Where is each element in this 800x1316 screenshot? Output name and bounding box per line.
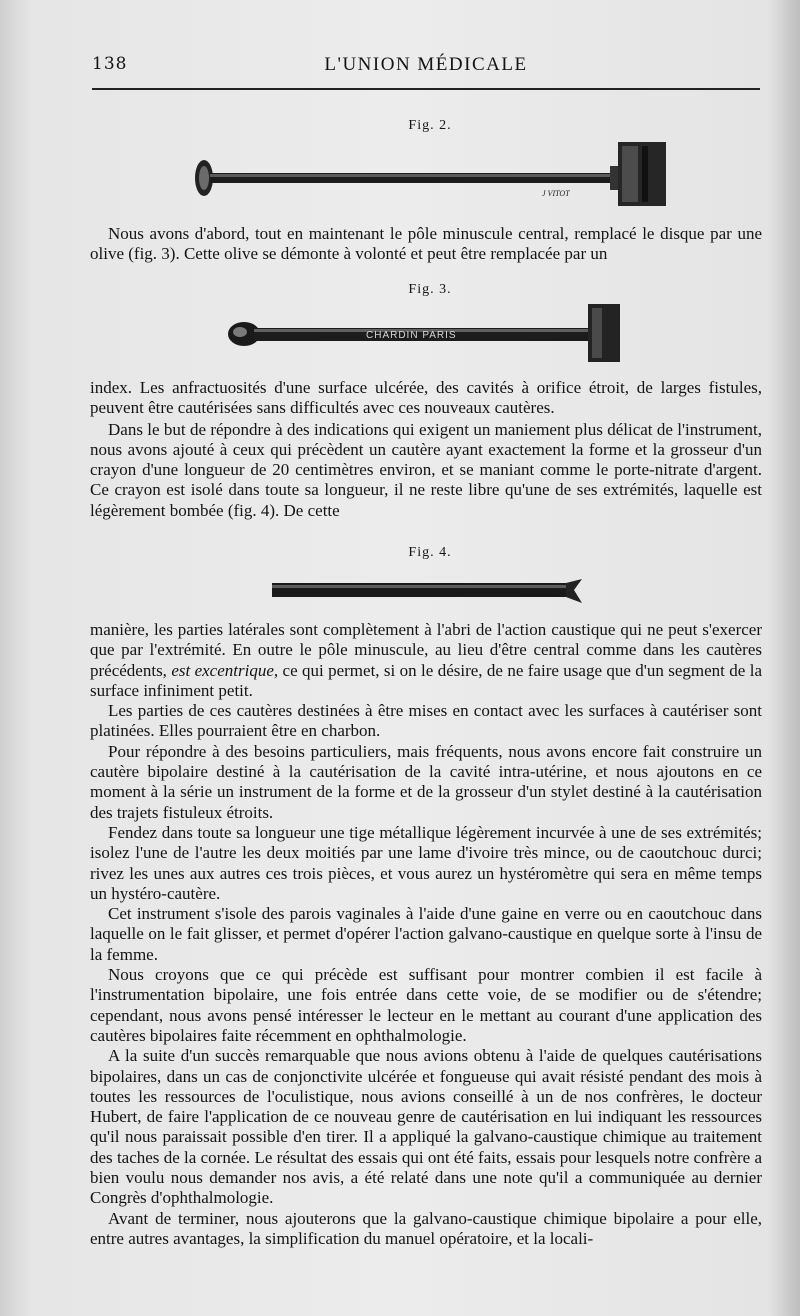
paragraph: A la suite d'un succès remarquable que nous avions obtenu à l'aide de quelques cautérisations bipolaires, dans un cas de conjonctivite ulcérée et fongueuse qui avait résisté pendant des mois à toutes les ressources de l'oculistique, nous avions conseillé à un de nos confrères, le docteur Hubert, de faire l'application de ce nouveau genre de cautérisation en lui indiquant les ressources qu'il nous paraissait possible d'en tirer. Il a appliqué la galvano-caustique chimique au traitement des taches de la cornée. Le résultat des essais qui ont été faits, essais pour lesquels notre confrère a bien voulu nous demander nos avis, a été relaté dans une note qu'il a communiquée au dernier Congrès d'ophthalmologie. [90,1046,762,1208]
running-title: L'UNION MÉDICALE [324,54,528,75]
fig2-cautery-illustration [190,138,670,210]
fig3-cautery-illustration [226,300,626,366]
paragraph: Dans le but de répondre à des indications qui exigent un maniement plus délicat de l'instrument, nous avons ajouté à ceux qui précèdent un cautère ayant exactement la forme et la grosseur d'un crayon d'une longueur de 20 centimètres environ, et se maniant comme le porte-nitrate d'argent. Ce crayon est isolé dans toute sa longueur, il ne reste libre qu'une de ses extrémités, laquelle est légèrement bombée (fig. 4). De cette [90,419,762,520]
page-number: 138 [92,54,128,74]
paragraph: Cet instrument s'isole des parois vaginales à l'aide d'une gaine en verre ou en caoutchouc dans laquelle on le fait glisser, et permet d'opérer l'action galvano-caustique en quelque sorte à l'insu de la femme. [90,904,762,964]
paragraph: index. Les anfractuosités d'une surface ulcérée, des cavités à orifice étroit, de larges fistules, peuvent être cautérisées sans difficultés avec ces nouveaux cautères. [90,378,762,418]
fig3-caption: Fig. 3. [408,282,452,297]
paragraph-text: manière, les parties latérales sont complètement à l'abri de l'action caustique qui ne peut s'exercer que par l'extrémité. En outre le pôle minuscule, au lieu d'être central comme dans les cautères précédents, [90,620,762,680]
header-rule [92,88,760,90]
fig3-maker-mark: CHARDIN PARIS [366,330,457,341]
paragraph: Nous avons d'abord, tout en maintenant le pôle minuscule central, remplacé le disque par une olive (fig. 3). Cette olive se démonte à volonté et peut être remplacée par un [90,224,762,264]
fig4-cautery-illustration [268,575,588,609]
paragraph: Nous croyons que ce qui précède est suffisant pour montrer combien il est facile à l'instrumentation bipolaire, une fois entrée dans cette voie, de se modifier ou de s'étendre; cependant, nous avons pensé intéresser le lecteur en le mettant au courant d'une application des cautères bipolaires faite récemment en ophthalmologie. [90,965,762,1045]
paragraph: Fendez dans toute sa longueur une tige métallique légèrement incurvée à une de ses extrémités; isolez l'une de l'autre les deux moitiés par une lame d'ivoire très mince, ou de caoutchouc durci; rivez les unes aux autres ces trois pièces, et vous aurez un hystéromètre qui sera en même temps un hystéro-cautère. [90,822,762,903]
text-block-3 [90,620,762,1249]
fig4-caption: Fig. 4. [408,545,452,560]
paragraph-emphasis: est excentrique [171,660,274,680]
paragraph: Avant de terminer, nous ajouterons que la galvano-caustique chimique bipolaire a pour elle, entre autres avantages, la simplification du manuel opératoire, et la locali- [90,1208,762,1248]
paragraph: Les parties de ces cautères destinées à être mises en contact avec les surfaces à cautériser sont platinées. Elles pourraient être en charbon. [90,701,762,741]
paragraph: Pour répondre à des besoins particuliers, mais fréquents, nous avons encore fait construire un cautère bipolaire destiné à la cautérisation de la cavité intra-utérine, et nous ajoutons en ce moment à la série un instrument de la forme et de la grosseur d'un stylet destiné à la cautérisation des trajets fistuleux étroits. [90,741,762,822]
text-block-2 [90,378,762,521]
fig2-maker-mark: J VITOT [542,189,570,198]
fig2-caption: Fig. 2. [408,118,452,133]
page-header [92,54,760,84]
text-block-1 [90,224,762,265]
paragraph [90,620,762,701]
paragraph-text: , ce qui permet, si on le désire, de ne faire usage que d'un segment de la surface infiniment petit. [90,660,762,700]
